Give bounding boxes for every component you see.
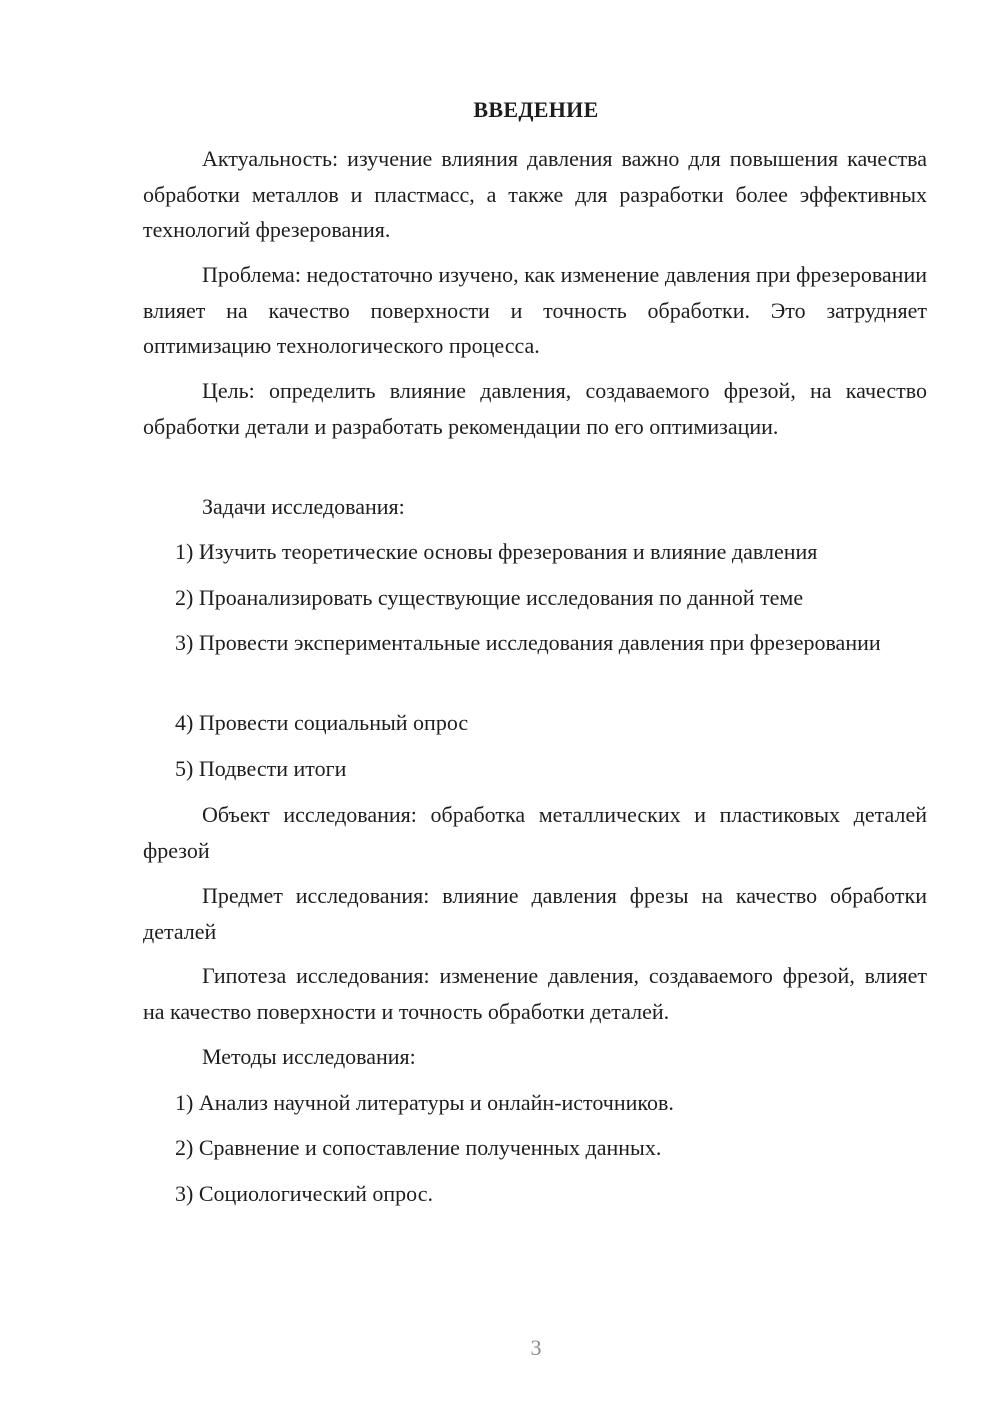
- page-number: 3: [530, 1335, 542, 1360]
- list-item-method-3: 3) Социологический опрос.: [175, 1181, 433, 1206]
- list-item-task-3: 3) Провести экспериментальные исследования давления при фрезеровании: [175, 630, 881, 655]
- list-item-task-5: 5) Подвести итоги: [175, 756, 347, 781]
- paragraph-goal: Цель: определить влияние давления, создаваемого фрезой, на качество обработки детали и разработать рекомендации по его оптимизации.: [143, 378, 927, 439]
- list-item-task-1: 1) Изучить теоретические основы фрезерования и влияние давления: [175, 539, 818, 564]
- page-title: ВВЕДЕНИЕ: [473, 97, 599, 122]
- paragraph-hypothesis: Гипотеза исследования: изменение давления, создаваемого фрезой, влияет на качество поверхности и точность обработки деталей.: [143, 963, 927, 1024]
- paragraph-object: Объект исследования: обработка металлических и пластиковых деталей фрезой: [143, 802, 927, 863]
- paragraph-methods-heading: Методы исследования:: [202, 1044, 416, 1069]
- list-item-method-1: 1) Анализ научной литературы и онлайн-источников.: [175, 1090, 674, 1115]
- list-item-task-2: 2) Проанализировать существующие исследования по данной теме: [175, 585, 804, 610]
- paragraph-problem: Проблема: недостаточно изучено, как изменение давления при фрезеровании влияет на качество поверхности и точность обработки. Это затрудняет оптимизацию технологического процесса.: [143, 262, 927, 358]
- list-item-method-2: 2) Сравнение и сопоставление полученных данных.: [175, 1135, 662, 1160]
- paragraph-relevance: Актуальность: изучение влияния давления важно для повышения качества обработки металлов и пластмасс, а также для разработки более эффективных технологий фрезерования.: [143, 146, 927, 242]
- list-item-task-4: 4) Провести социальный опрос: [175, 710, 469, 735]
- paragraph-subject: Предмет исследования: влияние давления фрезы на качество обработки деталей: [143, 883, 927, 944]
- paragraph-tasks-heading: Задачи исследования:: [202, 494, 405, 519]
